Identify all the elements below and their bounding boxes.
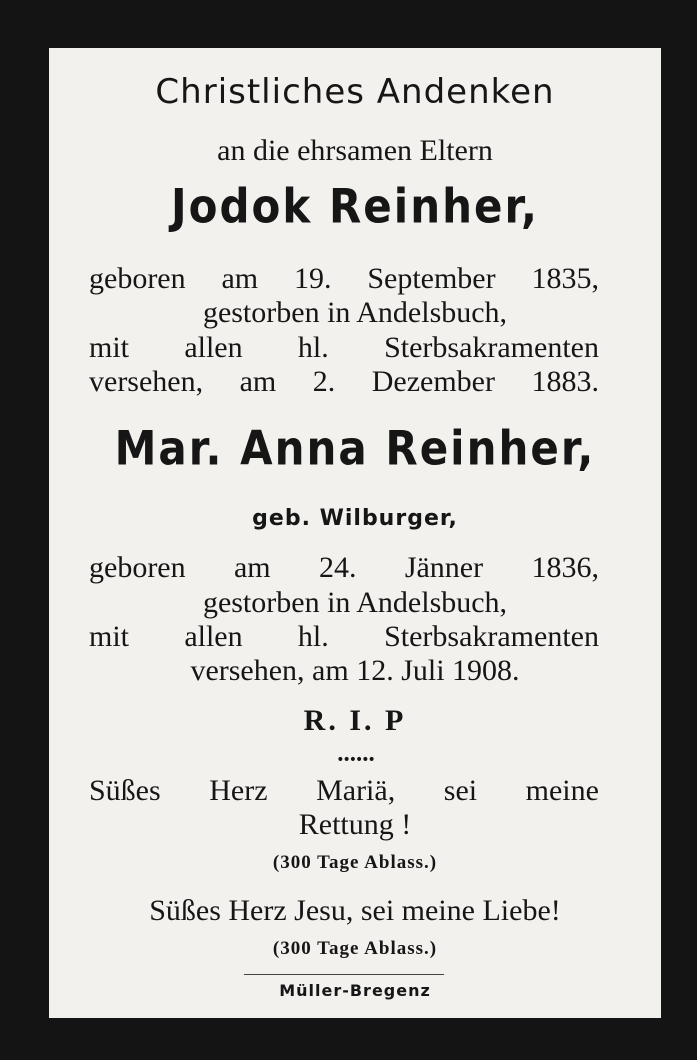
word: Süßes [89, 774, 161, 807]
word: meine [525, 774, 599, 807]
person2-name: Mar. Anna Reinher, [114, 421, 596, 476]
person1-death-date-line [89, 365, 599, 399]
word: Sterbsakramenten [384, 620, 599, 653]
word: Jänner [404, 551, 484, 584]
word: allen [184, 331, 243, 364]
prayer1-indulgence: (300 Tage Ablass.) [272, 852, 438, 873]
prayer1-line2: Rettung ! [298, 808, 412, 841]
ornament-divider: •••••• [336, 752, 374, 768]
printer-name: Müller-Bregenz [279, 981, 431, 1000]
prayer2-line1: Süßes Herz Jesu, sei meine Liebe! [149, 894, 561, 927]
word: am [239, 365, 277, 398]
printer-rule [244, 974, 444, 975]
person2-death-date-line: versehen, am 12. Juli 1908. [190, 654, 520, 687]
word: hl. [297, 331, 329, 364]
word: mit [89, 331, 130, 364]
word: 1883. [531, 365, 599, 398]
word: Dezember [371, 365, 495, 398]
rip-text: R. I. P [303, 704, 407, 737]
prayer1-line1 [89, 774, 599, 808]
word: 1835, [531, 262, 599, 295]
word: Herz [209, 774, 268, 807]
word: hl. [297, 620, 329, 653]
word: September [367, 262, 496, 295]
person2-sacraments-line [89, 620, 599, 654]
word: geboren [89, 551, 186, 584]
word: allen [184, 620, 243, 653]
word: sei [443, 774, 478, 807]
word: versehen, [89, 365, 204, 398]
person1-death-place: gestorben in Andelsbuch, [202, 296, 508, 329]
card-paper [49, 48, 661, 1018]
person2-death-place: gestorben in Andelsbuch, [202, 586, 508, 619]
word: 19. [293, 262, 332, 295]
card-subheading: an die ehrsamen Eltern [217, 134, 493, 167]
person2-maiden-name: geb. Wilburger, [252, 506, 458, 531]
word: mit [89, 620, 130, 653]
word: 1836, [531, 551, 599, 584]
person1-birth-line [89, 262, 599, 296]
word: am [221, 262, 259, 295]
word: 2. [312, 365, 336, 398]
card-heading: Christliches Andenken [155, 72, 555, 112]
word: am [233, 551, 271, 584]
word: Sterbsakramenten [384, 331, 599, 364]
person1-name: Jodok Reinher, [171, 179, 539, 234]
word: geboren [89, 262, 186, 295]
person1-sacraments-line [89, 331, 599, 365]
word: Mariä, [316, 774, 396, 807]
word: 24. [318, 551, 357, 584]
person2-birth-line [89, 551, 599, 585]
prayer2-indulgence: (300 Tage Ablass.) [272, 938, 438, 959]
